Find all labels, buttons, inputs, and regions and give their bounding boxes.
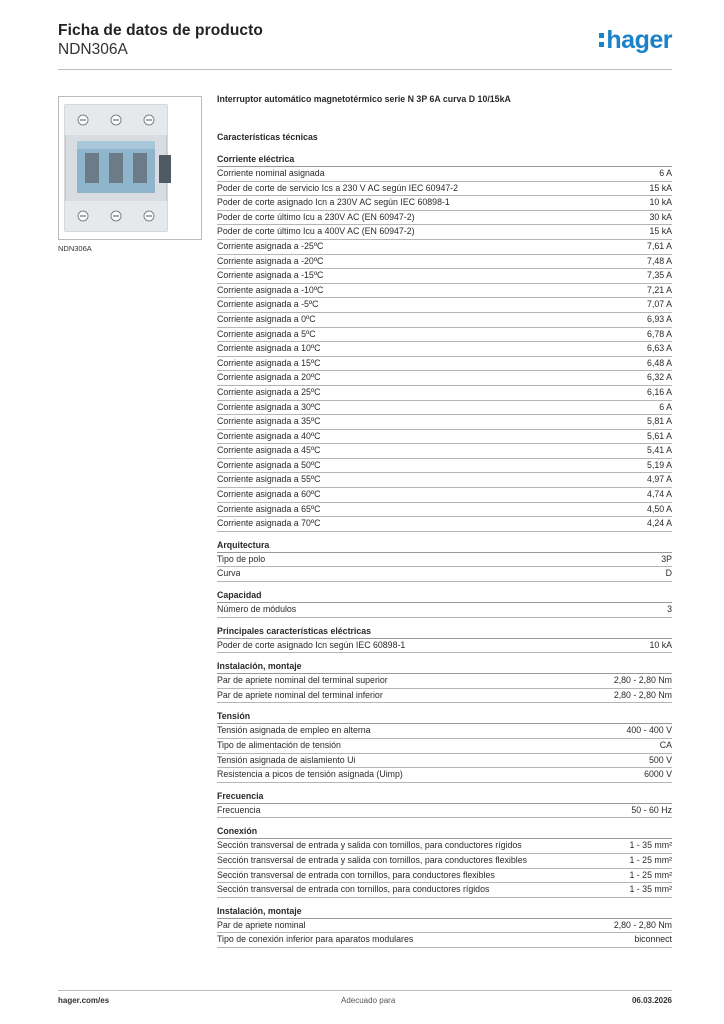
- spec-row: [217, 255, 672, 270]
- image-caption: NDN306A: [58, 244, 92, 253]
- product-code: NDN306A: [58, 41, 128, 58]
- spec-row: [217, 415, 672, 430]
- spec-section: [217, 625, 672, 654]
- footer-suitable-for: Adecuado para: [341, 996, 396, 1005]
- spec-value: 6,16 A: [647, 386, 672, 397]
- section-title: Instalación, montaje: [217, 905, 672, 919]
- spec-value: 400 - 400 V: [626, 725, 672, 736]
- spec-label: Corriente asignada a 5ºC: [217, 328, 316, 339]
- spec-section: [217, 790, 672, 819]
- spec-label: Tipo de alimentación de tensión: [217, 740, 341, 750]
- spec-row: [217, 724, 672, 739]
- spec-value: CA: [659, 740, 672, 750]
- spec-section: [217, 710, 672, 782]
- spec-row: [217, 342, 672, 357]
- section-title: Corriente eléctrica: [217, 153, 672, 167]
- section-title: Principales características eléctricas: [217, 625, 672, 639]
- spec-value: 30 kA: [649, 211, 672, 222]
- spec-value: 10 kA: [649, 639, 672, 650]
- spec-label: Tipo de polo: [217, 553, 266, 564]
- spec-row: [217, 689, 672, 704]
- spec-value: 6,32 A: [647, 372, 672, 383]
- spec-label: Poder de corte de servicio Ics a 230 V AC según IEC 60947-2: [217, 182, 459, 193]
- spec-label: Corriente asignada a 0ºC: [217, 313, 316, 324]
- spec-value: 7,61 A: [647, 240, 672, 251]
- spec-label: Corriente nominal asignada: [217, 168, 325, 178]
- section-title: Capacidad: [217, 589, 672, 603]
- spec-row: [217, 211, 672, 226]
- footer-divider: [58, 990, 672, 991]
- spec-row: [217, 473, 672, 488]
- spec-label: Poder de corte asignado Icn a 230V AC según IEC 60898-1: [217, 197, 450, 208]
- spec-row: [217, 225, 672, 240]
- spec-row: [217, 357, 672, 372]
- spec-row: [217, 386, 672, 401]
- spec-section: [217, 825, 672, 897]
- spec-label: Corriente asignada a -5ºC: [217, 299, 319, 310]
- spec-label: Par de apriete nominal del terminal inferior: [217, 689, 383, 700]
- spec-value: D: [665, 568, 672, 579]
- spec-value: 2,80 - 2,80 Nm: [613, 919, 672, 930]
- spec-value: 15 kA: [649, 182, 672, 193]
- spec-row: [217, 674, 672, 689]
- spec-value: 7,07 A: [647, 299, 672, 310]
- spec-value: 7,21 A: [647, 284, 672, 295]
- spec-value: 2,80 - 2,80 Nm: [613, 689, 672, 700]
- spec-value: 500 V: [649, 754, 672, 765]
- product-image: [58, 96, 202, 240]
- section-title: Arquitectura: [217, 539, 672, 553]
- spec-label: Curva: [217, 568, 241, 579]
- spec-section: [217, 905, 672, 948]
- spec-value: 4,50 A: [647, 503, 672, 514]
- spec-row: [217, 804, 672, 819]
- spec-value: 10 kA: [649, 197, 672, 208]
- spec-label: Corriente asignada a -10ºC: [217, 284, 324, 295]
- tech-characteristics-heading: Características técnicas: [217, 132, 318, 142]
- section-title: Tensión: [217, 710, 672, 724]
- spec-label: Corriente asignada a -15ºC: [217, 270, 324, 281]
- footer-website: hager.com/es: [58, 996, 110, 1005]
- spec-row: [217, 883, 672, 898]
- spec-row: [217, 567, 672, 582]
- spec-row: [217, 919, 672, 934]
- spec-row: [217, 768, 672, 783]
- spec-value: 6 A: [659, 401, 672, 412]
- spec-label: Corriente asignada a 60ºC: [217, 489, 321, 500]
- spec-row: [217, 459, 672, 474]
- spec-value: 6,48 A: [647, 357, 672, 368]
- spec-label: Corriente asignada a 25ºC: [217, 386, 321, 397]
- spec-row: [217, 488, 672, 503]
- spec-row: [217, 182, 672, 197]
- spec-section: [217, 589, 672, 618]
- spec-value: 2,80 - 2,80 Nm: [613, 675, 672, 686]
- spec-value: 5,61 A: [647, 430, 672, 441]
- circuit-breaker-icon: [59, 97, 201, 239]
- spec-label: Corriente asignada a 65ºC: [217, 503, 321, 514]
- spec-value: 7,48 A: [647, 255, 672, 266]
- spec-row: [217, 430, 672, 445]
- spec-value: 50 - 60 Hz: [631, 804, 672, 815]
- spec-label: Corriente asignada a 30ºC: [217, 401, 321, 412]
- spec-value: 1 - 25 mm²: [629, 869, 672, 880]
- spec-row: [217, 503, 672, 518]
- hager-logo: [599, 26, 672, 55]
- spec-value: 15 kA: [649, 226, 672, 237]
- spec-row: [217, 839, 672, 854]
- spec-value: 1 - 25 mm²: [629, 854, 672, 865]
- spec-label: Número de módulos: [217, 604, 297, 615]
- spec-value: 4,24 A: [647, 518, 672, 529]
- spec-value: 1 - 35 mm²: [629, 840, 672, 851]
- spec-row: [217, 240, 672, 255]
- spec-row: [217, 284, 672, 299]
- spec-value: 6 A: [659, 168, 672, 178]
- spec-value: 5,81 A: [647, 416, 672, 427]
- spec-label: Tensión asignada de aislamiento Ui: [217, 754, 356, 765]
- spec-label: Corriente asignada a -20ºC: [217, 255, 324, 266]
- spec-label: Frecuencia: [217, 804, 261, 815]
- product-description: Interruptor automático magnetotérmico serie N 3P 6A curva D 10/15kA: [217, 94, 511, 104]
- spec-row: [217, 269, 672, 284]
- spec-label: Tensión asignada de empleo en alterna: [217, 725, 371, 736]
- spec-row: [217, 298, 672, 313]
- spec-value: 6,93 A: [647, 313, 672, 324]
- spec-section: [217, 539, 672, 582]
- spec-row: [217, 401, 672, 416]
- spec-label: Poder de corte último Icu a 400V AC (EN 60947-2): [217, 226, 415, 237]
- section-title: Conexión: [217, 825, 672, 839]
- spec-row: [217, 328, 672, 343]
- spec-section: [217, 153, 672, 532]
- spec-value: 6,78 A: [647, 328, 672, 339]
- spec-value: 5,41 A: [647, 445, 672, 456]
- spec-label: Corriente asignada a 50ºC: [217, 459, 321, 470]
- spec-value: 6,63 A: [647, 343, 672, 354]
- spec-value: 4,97 A: [647, 474, 672, 485]
- spec-row: [217, 639, 672, 654]
- spec-row: [217, 167, 672, 182]
- spec-label: Corriente asignada a 70ºC: [217, 518, 321, 529]
- spec-label: Tipo de conexión inferior para aparatos modulares: [217, 934, 414, 945]
- spec-label: Sección transversal de entrada con tornillos, para conductores flexibles: [217, 869, 495, 880]
- spec-label: Corriente asignada a 40ºC: [217, 430, 321, 441]
- spec-row: [217, 739, 672, 754]
- spec-label: Corriente asignada a 20ºC: [217, 372, 321, 383]
- spec-row: [217, 869, 672, 884]
- spec-label: Resistencia a picos de tensión asignada (Uimp): [217, 769, 403, 780]
- spec-label: Corriente asignada a 15ºC: [217, 357, 321, 368]
- page-header: [58, 20, 672, 70]
- spec-label: Poder de corte último Icu a 230V AC (EN 60947-2): [217, 211, 415, 222]
- spec-value: 4,74 A: [647, 489, 672, 500]
- spec-section: [217, 660, 672, 703]
- spec-row: [217, 517, 672, 532]
- spec-row: [217, 313, 672, 328]
- spec-value: biconnect: [634, 934, 672, 945]
- spec-label: Sección transversal de entrada y salida con tornillos, para conductores rígidos: [217, 840, 522, 851]
- spec-row: [217, 603, 672, 618]
- spec-content: [217, 94, 672, 955]
- spec-label: Par de apriete nominal: [217, 919, 306, 930]
- spec-row: [217, 933, 672, 948]
- spec-row: [217, 754, 672, 769]
- spec-label: Corriente asignada a 10ºC: [217, 343, 321, 354]
- spec-label: Par de apriete nominal del terminal superior: [217, 675, 388, 686]
- spec-row: [217, 854, 672, 869]
- spec-value: 5,19 A: [647, 459, 672, 470]
- spec-value: 1 - 35 mm²: [629, 884, 672, 895]
- section-title: Instalación, montaje: [217, 660, 672, 674]
- spec-sections: [217, 153, 672, 948]
- document-title: Ficha de datos de producto: [58, 22, 263, 39]
- spec-label: Corriente asignada a 45ºC: [217, 445, 321, 456]
- spec-label: Sección transversal de entrada con tornillos, para conductores rígidos: [217, 884, 490, 895]
- spec-value: 6000 V: [644, 769, 672, 780]
- spec-row: [217, 444, 672, 459]
- spec-label: Corriente asignada a 35ºC: [217, 416, 321, 427]
- spec-value: 3P: [661, 553, 672, 564]
- spec-label: Corriente asignada a -25ºC: [217, 240, 324, 251]
- spec-label: Sección transversal de entrada y salida con tornillos, para conductores flexibles: [217, 854, 528, 865]
- spec-label: Poder de corte asignado Icn según IEC 60898-1: [217, 639, 406, 650]
- spec-row: [217, 553, 672, 568]
- spec-row: [217, 196, 672, 211]
- logo-colon-icon: [599, 29, 604, 49]
- spec-value: 3: [667, 604, 672, 615]
- footer-date: 06.03.2026: [631, 996, 672, 1005]
- spec-row: [217, 371, 672, 386]
- spec-label: Corriente asignada a 55ºC: [217, 474, 321, 485]
- section-title: Frecuencia: [217, 790, 672, 804]
- header-divider: [58, 69, 672, 70]
- spec-value: 7,35 A: [647, 270, 672, 281]
- brand-name: hager: [606, 26, 672, 54]
